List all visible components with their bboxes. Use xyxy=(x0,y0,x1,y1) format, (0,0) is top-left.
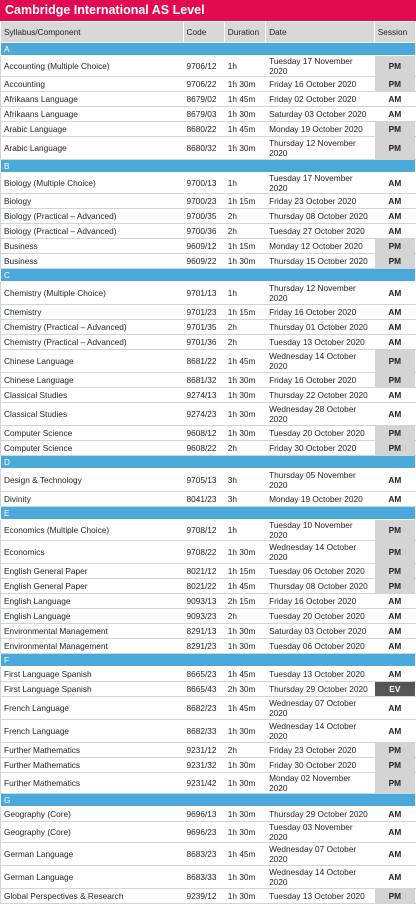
session-cell: AM xyxy=(374,609,415,624)
session-cell: PM xyxy=(374,254,415,269)
date-cell: Friday 16 October 2020 xyxy=(266,77,375,92)
table-row xyxy=(1,697,416,720)
duration-cell: 3h xyxy=(224,469,265,492)
syllabus-cell: English General Paper xyxy=(1,564,184,579)
syllabus-cell: First Language Spanish xyxy=(1,667,184,682)
syllabus-cell: Arabic Language xyxy=(1,137,184,160)
syllabus-cell: Chinese Language xyxy=(1,373,184,388)
table-row xyxy=(1,594,416,609)
syllabus-cell: English General Paper xyxy=(1,579,184,594)
table-row xyxy=(1,822,416,843)
date-cell: Tuesday 06 October 2020 xyxy=(266,639,375,654)
duration-cell: 1h 30m xyxy=(224,807,265,822)
session-cell: AM xyxy=(374,866,415,889)
session-cell: PM xyxy=(374,350,415,373)
syllabus-cell: Further Mathematics xyxy=(1,743,184,758)
duration-cell: 1h 30m xyxy=(224,720,265,743)
session-cell: AM xyxy=(374,720,415,743)
session-cell: AM xyxy=(374,469,415,492)
code-cell: 8291/23 xyxy=(183,639,224,654)
duration-cell: 2h xyxy=(224,224,265,239)
section-letter-row xyxy=(1,269,416,282)
syllabus-cell: Global Perspectives & Research xyxy=(1,889,184,904)
table-row xyxy=(1,373,416,388)
duration-cell: 1h 30m xyxy=(224,137,265,160)
code-cell: 9608/12 xyxy=(183,426,224,441)
table-row xyxy=(1,843,416,866)
date-cell: Tuesday 20 October 2020 xyxy=(266,426,375,441)
session-cell: AM xyxy=(374,697,415,720)
syllabus-cell: Geography (Core) xyxy=(1,822,184,843)
session-cell: AM xyxy=(374,173,415,194)
date-cell: Monday 12 October 2020 xyxy=(266,239,375,254)
session-cell: AM xyxy=(374,224,415,239)
syllabus-cell: Further Mathematics xyxy=(1,773,184,794)
syllabus-cell: Chinese Language xyxy=(1,350,184,373)
duration-cell: 1h 30m xyxy=(224,758,265,773)
table-row xyxy=(1,209,416,224)
session-cell: AM xyxy=(374,209,415,224)
table-row xyxy=(1,441,416,456)
duration-cell: 1h xyxy=(224,56,265,77)
syllabus-cell: Economics (Multiple Choice) xyxy=(1,520,184,541)
section-letter: C xyxy=(1,269,416,282)
syllabus-cell: First Language Spanish xyxy=(1,682,184,697)
duration-cell: 1h 30m xyxy=(224,373,265,388)
duration-cell: 1h 45m xyxy=(224,92,265,107)
syllabus-cell: Chemistry (Practical – Advanced) xyxy=(1,335,184,350)
syllabus-cell: Accounting xyxy=(1,77,184,92)
table-row xyxy=(1,667,416,682)
syllabus-cell: Accounting (Multiple Choice) xyxy=(1,56,184,77)
code-cell: 9696/13 xyxy=(183,807,224,822)
table-row xyxy=(1,720,416,743)
code-cell: 9609/12 xyxy=(183,239,224,254)
code-cell: 9696/23 xyxy=(183,822,224,843)
syllabus-cell: English Language xyxy=(1,609,184,624)
session-cell: EV xyxy=(374,682,415,697)
code-cell: 8021/22 xyxy=(183,579,224,594)
session-cell: PM xyxy=(374,889,415,904)
date-cell: Tuesday 27 October 2020 xyxy=(266,224,375,239)
table-row xyxy=(1,773,416,794)
date-cell: Friday 16 October 2020 xyxy=(266,305,375,320)
table-row xyxy=(1,492,416,507)
section-letter-row xyxy=(1,794,416,807)
date-cell: Wednesday 14 October 2020 xyxy=(266,866,375,889)
table-row xyxy=(1,107,416,122)
syllabus-cell: Chemistry xyxy=(1,305,184,320)
code-cell: 9706/12 xyxy=(183,56,224,77)
session-cell: AM xyxy=(374,92,415,107)
table-row xyxy=(1,320,416,335)
duration-cell: 1h 30m xyxy=(224,254,265,269)
duration-cell: 1h 30m xyxy=(224,426,265,441)
table-row xyxy=(1,541,416,564)
code-cell: 9700/23 xyxy=(183,194,224,209)
duration-cell: 1h 30m xyxy=(224,403,265,426)
duration-cell: 1h 30m xyxy=(224,624,265,639)
syllabus-cell: Economics xyxy=(1,541,184,564)
code-cell: 9239/12 xyxy=(183,889,224,904)
date-cell: Saturday 03 October 2020 xyxy=(266,624,375,639)
date-cell: Tuesday 10 November 2020 xyxy=(266,520,375,541)
syllabus-cell: Divinity xyxy=(1,492,184,507)
duration-cell: 1h 45m xyxy=(224,697,265,720)
duration-cell: 2h xyxy=(224,335,265,350)
syllabus-cell: Biology xyxy=(1,194,184,209)
duration-cell: 1h 45m xyxy=(224,843,265,866)
date-cell: Wednesday 14 October 2020 xyxy=(266,541,375,564)
page-title: Cambridge International AS Level xyxy=(0,0,416,21)
table-row xyxy=(1,122,416,137)
table-row xyxy=(1,173,416,194)
session-cell: PM xyxy=(374,773,415,794)
table-row xyxy=(1,56,416,77)
table-row xyxy=(1,624,416,639)
section-letter: D xyxy=(1,456,416,469)
syllabus-cell: French Language xyxy=(1,720,184,743)
duration-cell: 2h xyxy=(224,743,265,758)
duration-cell: 1h 45m xyxy=(224,350,265,373)
session-cell: AM xyxy=(374,282,415,305)
duration-cell: 1h 45m xyxy=(224,579,265,594)
date-cell: Friday 16 October 2020 xyxy=(266,373,375,388)
duration-cell: 1h 45m xyxy=(224,667,265,682)
duration-cell: 2h xyxy=(224,209,265,224)
session-cell: AM xyxy=(374,335,415,350)
table-row xyxy=(1,520,416,541)
code-cell: 8682/23 xyxy=(183,697,224,720)
duration-cell: 1h 30m xyxy=(224,639,265,654)
section-letter-row xyxy=(1,456,416,469)
code-cell: 8681/32 xyxy=(183,373,224,388)
syllabus-cell: Business xyxy=(1,239,184,254)
date-cell: Wednesday 28 October 2020 xyxy=(266,403,375,426)
column-header: Code xyxy=(183,22,224,43)
syllabus-cell: Afrikaans Language xyxy=(1,92,184,107)
code-cell: 9701/13 xyxy=(183,282,224,305)
session-cell: AM xyxy=(374,624,415,639)
duration-cell: 1h 30m xyxy=(224,541,265,564)
syllabus-cell: Afrikaans Language xyxy=(1,107,184,122)
date-cell: Thursday 08 October 2020 xyxy=(266,579,375,594)
code-cell: 9093/13 xyxy=(183,594,224,609)
code-cell: 8021/12 xyxy=(183,564,224,579)
date-cell: Thursday 15 October 2020 xyxy=(266,254,375,269)
session-cell: PM xyxy=(374,758,415,773)
section-letter: A xyxy=(1,43,416,56)
section-letter: F xyxy=(1,654,416,667)
date-cell: Thursday 29 October 2020 xyxy=(266,807,375,822)
date-cell: Wednesday 14 October 2020 xyxy=(266,350,375,373)
date-cell: Thursday 08 October 2020 xyxy=(266,209,375,224)
session-cell: PM xyxy=(374,122,415,137)
code-cell: 8682/33 xyxy=(183,720,224,743)
date-cell: Wednesday 07 October 2020 xyxy=(266,697,375,720)
syllabus-cell: Business xyxy=(1,254,184,269)
code-cell: 9708/12 xyxy=(183,520,224,541)
table-row xyxy=(1,77,416,92)
syllabus-cell: Classical Studies xyxy=(1,388,184,403)
session-cell: AM xyxy=(374,822,415,843)
session-cell: AM xyxy=(374,320,415,335)
code-cell: 9609/22 xyxy=(183,254,224,269)
table-row xyxy=(1,388,416,403)
code-cell: 9700/13 xyxy=(183,173,224,194)
table-row xyxy=(1,282,416,305)
table-row xyxy=(1,239,416,254)
syllabus-cell: English Language xyxy=(1,594,184,609)
duration-cell: 1h 15m xyxy=(224,239,265,254)
code-cell: 8041/23 xyxy=(183,492,224,507)
date-cell: Tuesday 03 November 2020 xyxy=(266,822,375,843)
date-cell: Saturday 03 October 2020 xyxy=(266,107,375,122)
date-cell: Tuesday 13 October 2020 xyxy=(266,889,375,904)
duration-cell: 1h xyxy=(224,173,265,194)
date-cell: Tuesday 17 November 2020 xyxy=(266,56,375,77)
code-cell: 8680/32 xyxy=(183,137,224,160)
session-cell: PM xyxy=(374,579,415,594)
session-cell: AM xyxy=(374,594,415,609)
date-cell: Thursday 12 November 2020 xyxy=(266,137,375,160)
date-cell: Friday 23 October 2020 xyxy=(266,194,375,209)
duration-cell: 1h 30m xyxy=(224,773,265,794)
date-cell: Monday 19 October 2020 xyxy=(266,122,375,137)
syllabus-cell: French Language xyxy=(1,697,184,720)
code-cell: 8291/13 xyxy=(183,624,224,639)
syllabus-cell: Geography (Core) xyxy=(1,807,184,822)
syllabus-cell: German Language xyxy=(1,843,184,866)
syllabus-cell: Further Mathematics xyxy=(1,758,184,773)
code-cell: 9700/35 xyxy=(183,209,224,224)
duration-cell: 3h xyxy=(224,492,265,507)
table-row xyxy=(1,564,416,579)
section-letter: E xyxy=(1,507,416,520)
code-cell: 9708/22 xyxy=(183,541,224,564)
table-row xyxy=(1,224,416,239)
section-letter-row xyxy=(1,43,416,56)
session-cell: AM xyxy=(374,492,415,507)
table-row xyxy=(1,403,416,426)
date-cell: Thursday 22 October 2020 xyxy=(266,388,375,403)
syllabus-cell: Environmental Management xyxy=(1,624,184,639)
table-row xyxy=(1,889,416,904)
session-cell: PM xyxy=(374,743,415,758)
session-cell: AM xyxy=(374,639,415,654)
code-cell: 9231/42 xyxy=(183,773,224,794)
session-cell: PM xyxy=(374,137,415,160)
table-row xyxy=(1,866,416,889)
code-cell: 8680/22 xyxy=(183,122,224,137)
table-row xyxy=(1,807,416,822)
table-row xyxy=(1,137,416,160)
section-letter-row xyxy=(1,654,416,667)
code-cell: 9231/32 xyxy=(183,758,224,773)
duration-cell: 1h 45m xyxy=(224,122,265,137)
code-cell: 9701/35 xyxy=(183,320,224,335)
date-cell: Tuesday 17 November 2020 xyxy=(266,173,375,194)
table-row xyxy=(1,194,416,209)
date-cell: Thursday 01 October 2020 xyxy=(266,320,375,335)
code-cell: 8665/43 xyxy=(183,682,224,697)
syllabus-cell: Classical Studies xyxy=(1,403,184,426)
duration-cell: 1h 30m xyxy=(224,889,265,904)
column-header: Duration xyxy=(224,22,265,43)
header-row xyxy=(1,22,416,43)
session-cell: PM xyxy=(374,56,415,77)
section-letter-row xyxy=(1,507,416,520)
date-cell: Thursday 29 October 2020 xyxy=(266,682,375,697)
date-cell: Friday 23 October 2020 xyxy=(266,743,375,758)
date-cell: Monday 19 October 2020 xyxy=(266,492,375,507)
session-cell: AM xyxy=(374,107,415,122)
session-cell: AM xyxy=(374,843,415,866)
syllabus-cell: Chemistry (Multiple Choice) xyxy=(1,282,184,305)
duration-cell: 1h 30m xyxy=(224,107,265,122)
code-cell: 8665/23 xyxy=(183,667,224,682)
session-cell: PM xyxy=(374,373,415,388)
code-cell: 9274/23 xyxy=(183,403,224,426)
code-cell: 8683/33 xyxy=(183,866,224,889)
syllabus-cell: Computer Science xyxy=(1,426,184,441)
date-cell: Thursday 12 November 2020 xyxy=(266,282,375,305)
syllabus-cell: Biology (Multiple Choice) xyxy=(1,173,184,194)
code-cell: 9274/13 xyxy=(183,388,224,403)
session-cell: AM xyxy=(374,403,415,426)
date-cell: Friday 16 October 2020 xyxy=(266,594,375,609)
syllabus-cell: German Language xyxy=(1,866,184,889)
table-row xyxy=(1,92,416,107)
code-cell: 8681/22 xyxy=(183,350,224,373)
session-cell: PM xyxy=(374,541,415,564)
date-cell: Friday 30 October 2020 xyxy=(266,441,375,456)
section-letter: B xyxy=(1,160,416,173)
session-cell: PM xyxy=(374,441,415,456)
date-cell: Tuesday 13 October 2020 xyxy=(266,667,375,682)
code-cell: 9705/13 xyxy=(183,469,224,492)
syllabus-cell: Arabic Language xyxy=(1,122,184,137)
session-cell: PM xyxy=(374,564,415,579)
date-cell: Tuesday 13 October 2020 xyxy=(266,335,375,350)
date-cell: Friday 02 October 2020 xyxy=(266,92,375,107)
table-row xyxy=(1,609,416,624)
duration-cell: 1h 15m xyxy=(224,564,265,579)
table-row xyxy=(1,743,416,758)
duration-cell: 2h xyxy=(224,441,265,456)
code-cell: 9700/36 xyxy=(183,224,224,239)
section-letter-row xyxy=(1,160,416,173)
session-cell: AM xyxy=(374,305,415,320)
table-row xyxy=(1,335,416,350)
code-cell: 9608/22 xyxy=(183,441,224,456)
table-row xyxy=(1,469,416,492)
date-cell: Wednesday 14 October 2020 xyxy=(266,720,375,743)
syllabus-cell: Environmental Management xyxy=(1,639,184,654)
table-row xyxy=(1,758,416,773)
duration-cell: 1h 30m xyxy=(224,866,265,889)
duration-cell: 1h xyxy=(224,282,265,305)
table-row xyxy=(1,639,416,654)
duration-cell: 2h 30m xyxy=(224,682,265,697)
table-row xyxy=(1,350,416,373)
date-cell: Tuesday 20 October 2020 xyxy=(266,609,375,624)
session-cell: AM xyxy=(374,388,415,403)
duration-cell: 2h xyxy=(224,609,265,624)
column-header: Date xyxy=(266,22,375,43)
table-row xyxy=(1,254,416,269)
column-header: Syllabus/Component xyxy=(1,22,184,43)
code-cell: 9231/12 xyxy=(183,743,224,758)
code-cell: 9701/36 xyxy=(183,335,224,350)
table-row xyxy=(1,426,416,441)
timetable xyxy=(0,21,416,904)
session-cell: AM xyxy=(374,667,415,682)
syllabus-cell: Computer Science xyxy=(1,441,184,456)
duration-cell: 2h xyxy=(224,320,265,335)
duration-cell: 1h 30m xyxy=(224,822,265,843)
table-row xyxy=(1,305,416,320)
session-cell: PM xyxy=(374,426,415,441)
duration-cell: 1h 30m xyxy=(224,388,265,403)
code-cell: 8679/02 xyxy=(183,92,224,107)
duration-cell: 2h 15m xyxy=(224,594,265,609)
syllabus-cell: Chemistry (Practical – Advanced) xyxy=(1,320,184,335)
syllabus-cell: Design & Technology xyxy=(1,469,184,492)
code-cell: 9701/23 xyxy=(183,305,224,320)
duration-cell: 1h 15m xyxy=(224,305,265,320)
duration-cell: 1h 30m xyxy=(224,77,265,92)
date-cell: Tuesday 06 October 2020 xyxy=(266,564,375,579)
code-cell: 9093/23 xyxy=(183,609,224,624)
syllabus-cell: Biology (Practical – Advanced) xyxy=(1,224,184,239)
session-cell: AM xyxy=(374,807,415,822)
column-header: Session xyxy=(374,22,415,43)
table-row xyxy=(1,682,416,697)
session-cell: PM xyxy=(374,239,415,254)
code-cell: 8679/03 xyxy=(183,107,224,122)
table-row xyxy=(1,579,416,594)
section-letter: G xyxy=(1,794,416,807)
session-cell: PM xyxy=(374,520,415,541)
syllabus-cell: Biology (Practical – Advanced) xyxy=(1,209,184,224)
session-cell: AM xyxy=(374,194,415,209)
duration-cell: 1h xyxy=(224,520,265,541)
code-cell: 8683/23 xyxy=(183,843,224,866)
date-cell: Wednesday 07 October 2020 xyxy=(266,843,375,866)
code-cell: 9706/22 xyxy=(183,77,224,92)
date-cell: Friday 30 October 2020 xyxy=(266,758,375,773)
date-cell: Thursday 05 November 2020 xyxy=(266,469,375,492)
date-cell: Monday 02 November 2020 xyxy=(266,773,375,794)
session-cell: PM xyxy=(374,77,415,92)
duration-cell: 1h 15m xyxy=(224,194,265,209)
